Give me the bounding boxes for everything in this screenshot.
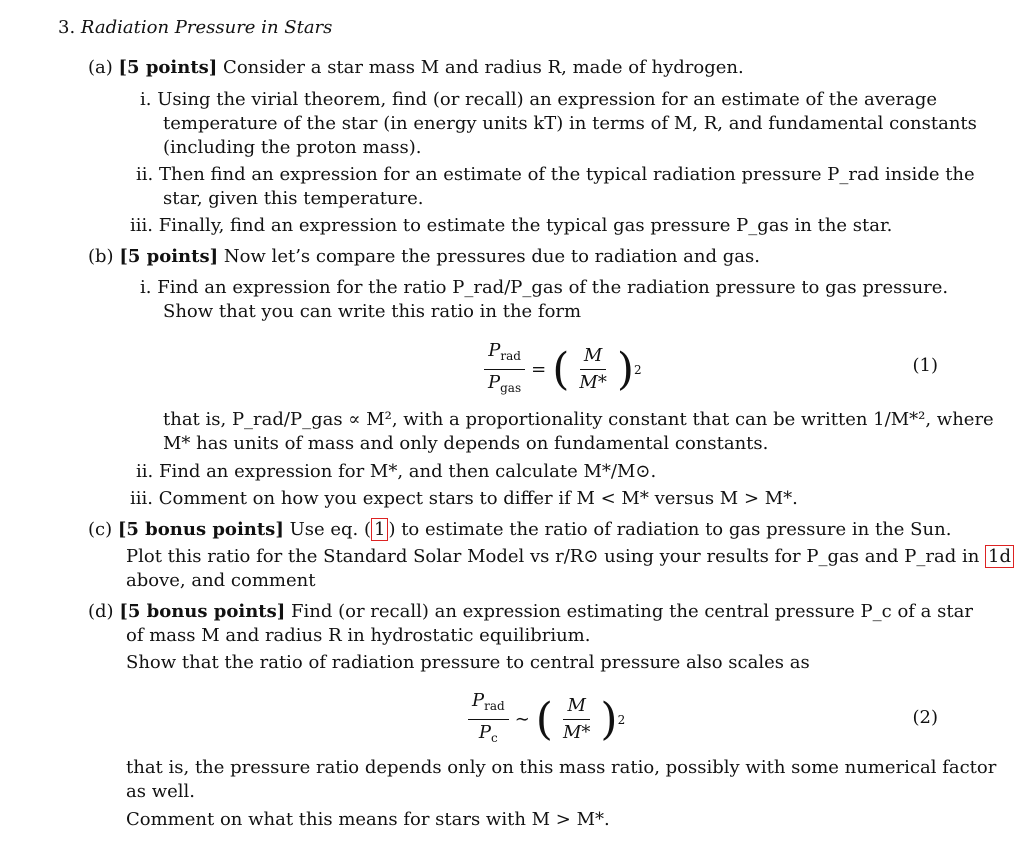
- eq2-sub-c: c: [491, 731, 498, 745]
- a-i-text1: Using the virial theorem, find (or recall) an expression for an estimate of the average: [157, 89, 938, 110]
- a-ii-label: ii.: [136, 164, 154, 185]
- eq2-sub-rad: rad: [484, 699, 505, 713]
- part-a-text: Consider a star mass M and radius R, made of hydrogen.: [223, 57, 744, 78]
- part-d-label: (d): [88, 601, 114, 622]
- a-ii-line1: [136, 163, 975, 187]
- part-a-header: [88, 56, 744, 80]
- d-after2-line1: that is, the pressure ratio depends only on this mass ratio, possibly with some numerical factor: [126, 757, 997, 778]
- equation-1-number: (1): [912, 355, 938, 376]
- eq2-p-c: P: [478, 722, 492, 743]
- part-a-points: [5 points]: [118, 57, 218, 78]
- equation-2: [468, 690, 625, 749]
- a-ii-line2: star, given this temperature.: [163, 188, 424, 209]
- part-c-points: [5 bonus points]: [117, 519, 284, 540]
- eq1-m: M: [583, 345, 603, 366]
- c-l2-pre: Plot this ratio for the Standard Solar Model vs r/R⊙ using your results for P_gas and P_rad in: [126, 546, 980, 567]
- c-line2: [126, 545, 1014, 569]
- eq2-lhs-fraction: [468, 690, 509, 749]
- eq1-sub-rad: rad: [500, 349, 521, 363]
- eq1-equals: =: [531, 359, 547, 380]
- b-i-line1: [140, 276, 948, 300]
- equation-1-link[interactable]: 1: [371, 518, 388, 541]
- part-d-header: [88, 600, 973, 624]
- part-c-label: (c): [88, 519, 113, 540]
- eq1-right-paren: ): [616, 343, 634, 395]
- eq2-rhs-fraction: [559, 695, 594, 744]
- eq1-exponent: 2: [634, 362, 642, 377]
- eq2-m: M: [567, 695, 586, 716]
- eq1-p-rad: P: [488, 340, 501, 361]
- b-after1-line2: M* has units of mass and only depends on fundamental constants.: [163, 433, 769, 454]
- d-line2: of mass M and radius R in hydrostatic equilibrium.: [126, 625, 591, 646]
- a-i-line3: (including the proton mass).: [163, 137, 422, 158]
- equation-1: [484, 340, 642, 399]
- b-i-line2: Show that you can write this ratio in the form: [163, 301, 582, 322]
- d-l1-text: Find (or recall) an expression estimating the central pressure P_c of a star: [291, 601, 973, 622]
- eq2-tilde: ∼: [514, 709, 530, 730]
- b-iii-label: iii.: [130, 488, 153, 509]
- b-after1-line1: that is, P_rad/P_gas ∝ M², with a proportionality constant that can be written 1/M*², where: [163, 409, 994, 430]
- c-l1-pre: Use eq. (: [289, 519, 371, 540]
- eq1-mstar: M*: [579, 372, 607, 393]
- eq2-right-paren: ): [600, 693, 618, 745]
- eq2-left-paren: (: [535, 693, 553, 745]
- b-iii-line1: [130, 487, 798, 511]
- eq2-mstar: M*: [562, 722, 591, 743]
- a-i-label: i.: [140, 89, 152, 110]
- eq1-lhs-fraction: [484, 340, 525, 399]
- part-b-label: (b): [88, 246, 114, 267]
- part-b-header: [88, 245, 760, 269]
- b-ii-label: ii.: [136, 461, 154, 482]
- eq2-p-rad: P: [472, 690, 485, 711]
- a-i-line2: temperature of the star (in energy units kT) in terms of M, R, and fundamental constants: [163, 113, 977, 134]
- d-after2-line3: Comment on what this means for stars with M > M*.: [126, 809, 610, 830]
- eq1-sub-gas: gas: [500, 381, 522, 395]
- eq1-left-paren: (: [552, 343, 570, 395]
- part-b-text: Now let’s compare the pressures due to radiation and gas.: [223, 246, 760, 267]
- a-ii-text1: Then find an expression for an estimate of the typical radiation pressure P_rad inside the: [158, 164, 975, 185]
- a-iii-line1: [130, 214, 892, 238]
- eq1-p-gas: P: [488, 372, 501, 393]
- b-i-text1: Find an expression for the ratio P_rad/P_gas of the radiation pressure to gas pressure.: [157, 277, 949, 298]
- problem-heading: [58, 16, 332, 40]
- equation-2-number: (2): [912, 707, 938, 728]
- d-line3: Show that the ratio of radiation pressure to central pressure also scales as: [126, 652, 810, 673]
- eq1-rhs-fraction: [575, 345, 610, 394]
- c-l1-post: ) to estimate the ratio of radiation to gas pressure in the Sun.: [388, 519, 952, 540]
- part-d-points: [5 bonus points]: [119, 601, 286, 622]
- b-i-label: i.: [140, 277, 152, 298]
- part-1d-link[interactable]: 1d: [985, 545, 1014, 568]
- d-after2-line2: as well.: [126, 781, 195, 802]
- eq2-exponent: 2: [617, 712, 626, 727]
- part-a-label: (a): [88, 57, 113, 78]
- b-ii-line1: [136, 460, 656, 484]
- a-iii-label: iii.: [130, 215, 153, 236]
- a-iii-text1: Finally, find an expression to estimate the typical gas pressure P_gas in the star.: [158, 215, 893, 236]
- part-b-points: [5 points]: [119, 246, 219, 267]
- problem-number: 3.: [58, 17, 76, 38]
- b-iii-text1: Comment on how you expect stars to differ if M < M* versus M > M*.: [158, 488, 798, 509]
- problem-title: Radiation Pressure in Stars: [80, 17, 333, 38]
- b-ii-text1: Find an expression for M*, and then calculate M*/M⊙.: [158, 461, 657, 482]
- a-i-line1: [140, 88, 937, 112]
- c-line3: above, and comment: [126, 570, 316, 591]
- part-c-header: [88, 518, 951, 542]
